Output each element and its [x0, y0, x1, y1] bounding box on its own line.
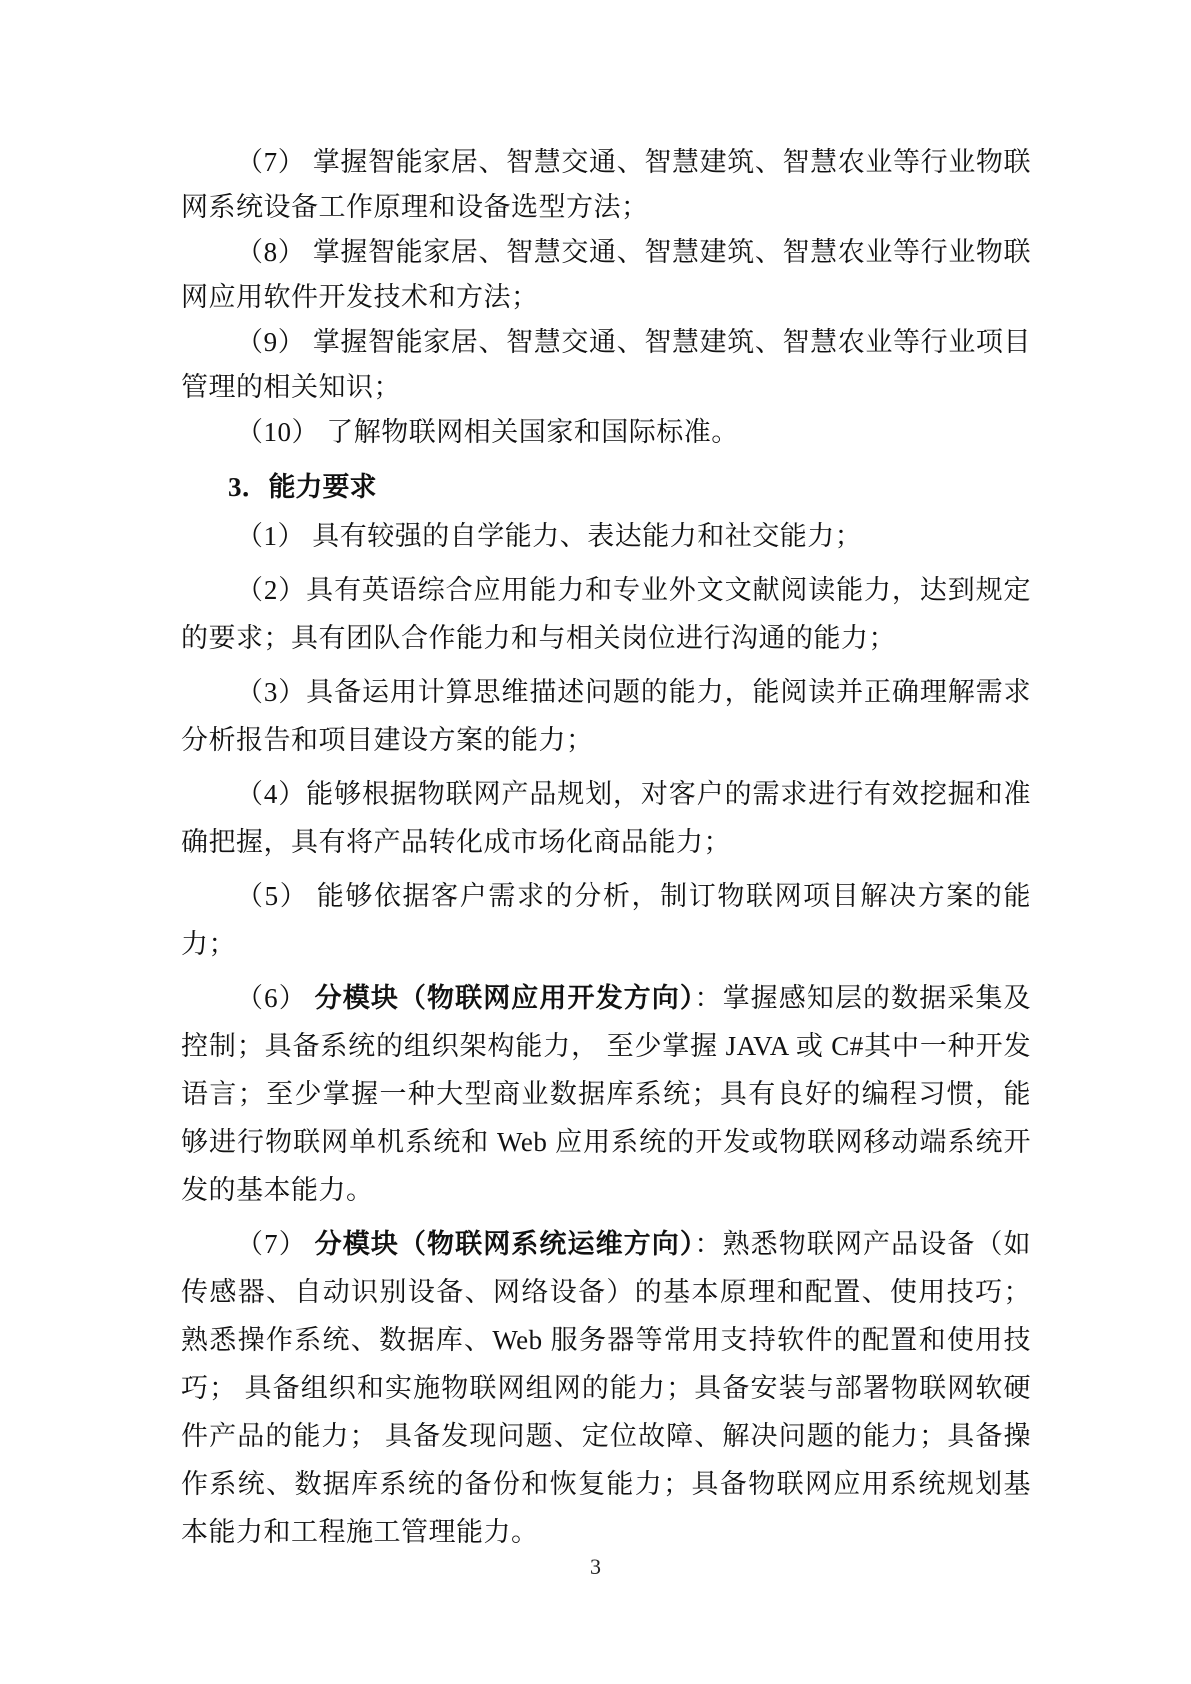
ability-item-5: （5） 能够依据客户需求的分析，制订物联网项目解决方案的能力；	[181, 881, 1031, 959]
ability-item-7-number: （7）	[236, 1229, 315, 1259]
knowledge-item-9: （9） 掌握智能家居、智慧交通、智慧建筑、智慧农业等行业项目管理的相关知识；	[181, 327, 1031, 402]
ability-item-3: （3）具备运用计算思维描述问题的能力，能阅读并正确理解需求分析报告和项目建设方案的能力；	[181, 677, 1031, 755]
ability-item-6-module-label: 分模块（物联网应用开发方向）	[314, 983, 695, 1013]
knowledge-item-7: （7） 掌握智能家居、智慧交通、智慧建筑、智慧农业等行业物联网系统设备工作原理和设备选型方法；	[181, 147, 1031, 222]
ability-item-6-number: （6）	[236, 983, 315, 1013]
ability-item-7	[181, 1220, 1031, 1556]
ability-item-1: （1） 具有较强的自学能力、表达能力和社交能力；	[236, 521, 863, 551]
ability-item-6-body: ：掌握感知层的数据采集及控制；具备系统的组织架构能力， 至少掌握 JAVA 或 C#其中一种开发语言；至少掌握一种大型商业数据库系统；具有良好的编程习惯，能够进行物联网单机系统和 Web 应用系统的开发或物联网移动端系统开发的基本能力。	[181, 983, 1032, 1205]
document-content	[181, 140, 1031, 1562]
ability-item-6	[181, 974, 1031, 1214]
ability-item-4: （4）能够根据物联网产品规划，对客户的需求进行有效挖掘和准确把握，具有将产品转化成市场化商品能力；	[181, 779, 1031, 857]
page-number: 3	[590, 1554, 601, 1579]
section-3-heading: 3．能力要求	[228, 472, 377, 502]
ability-item-7-body: ：熟悉物联网产品设备（如传感器、自动识别设备、网络设备）的基本原理和配置、使用技巧； 熟悉操作系统、数据库、Web 服务器等常用支持软件的配置和使用技巧； 具备组织和实施物联网组网的能力；具备安装与部署物联网软硬件产品的能力； 具备发现问题、定位故障、解决问题的能力；具备操作系统、数据库系统的备份和恢复能力；具备物联网应用系统规划基本能力和工程施工管理能力。	[181, 1229, 1032, 1547]
ability-item-7-module-label: 分模块（物联网系统运维方向）	[314, 1229, 695, 1259]
ability-item-2: （2）具有英语综合应用能力和专业外文文献阅读能力，达到规定的要求；具有团队合作能力和与相关岗位进行沟通的能力；	[181, 575, 1031, 653]
knowledge-item-8: （8） 掌握智能家居、智慧交通、智慧建筑、智慧农业等行业物联网应用软件开发技术和方法；	[181, 237, 1031, 312]
knowledge-item-10: （10） 了解物联网相关国家和国际标准。	[236, 417, 739, 447]
